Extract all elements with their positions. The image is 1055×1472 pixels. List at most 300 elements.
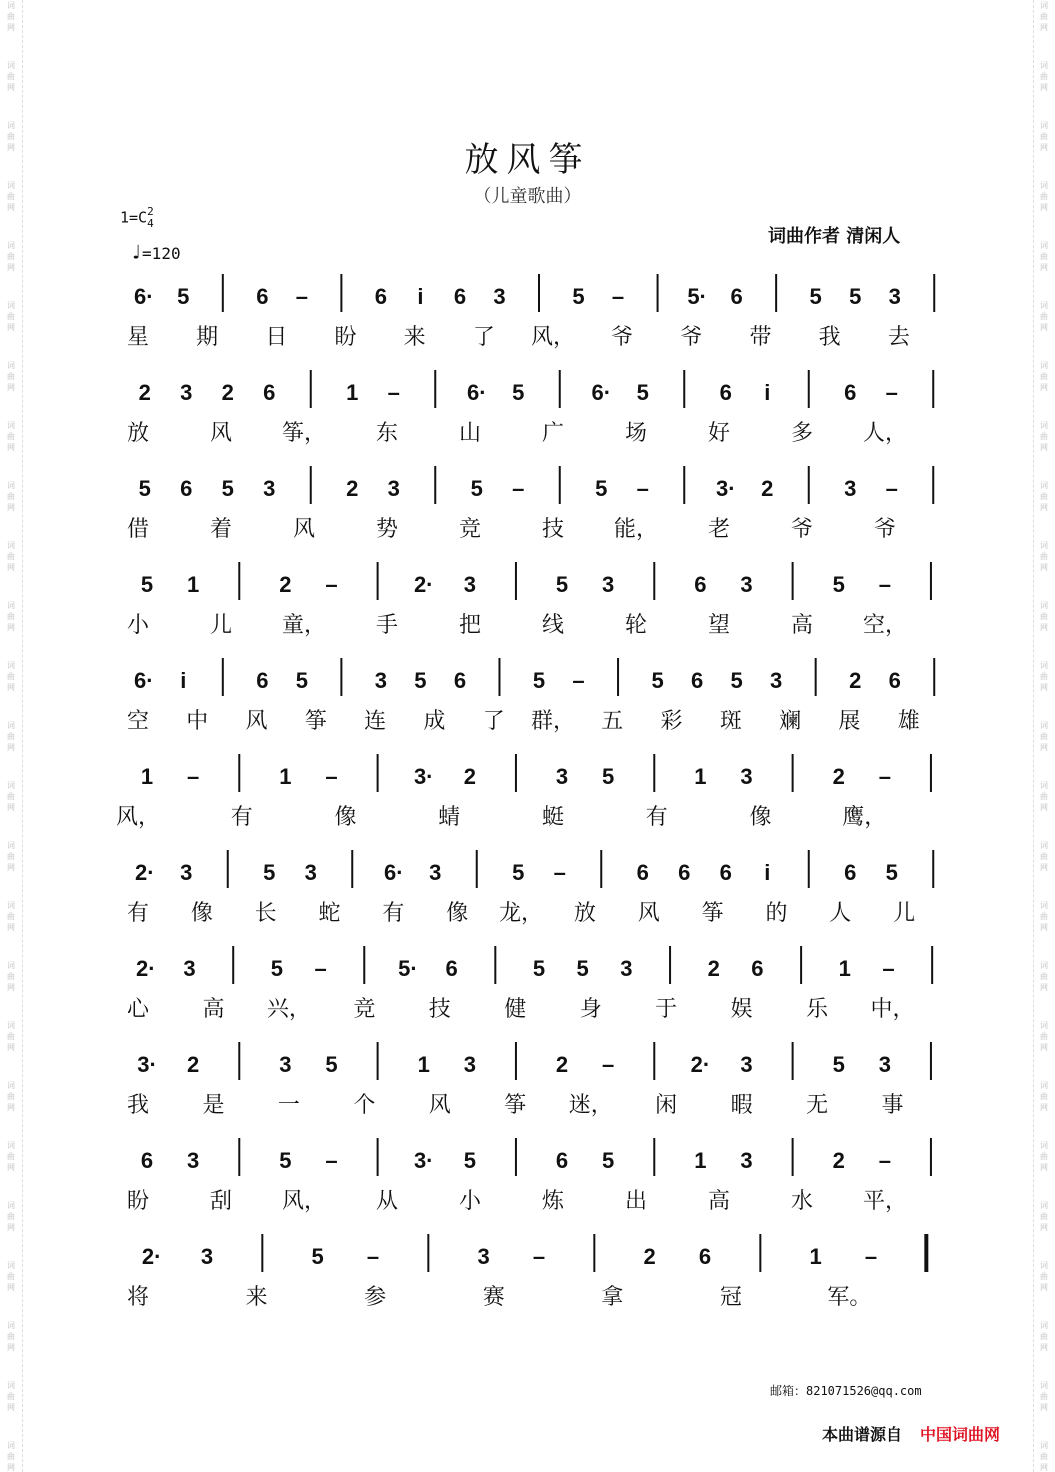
note: 5 bbox=[555, 572, 569, 597]
note: 3 bbox=[555, 764, 569, 789]
margin-line-right bbox=[1033, 0, 1034, 1472]
lyric-char: 人 bbox=[829, 901, 852, 926]
lyrics-row bbox=[120, 896, 960, 926]
note: 2 bbox=[643, 1244, 656, 1269]
note: 3 bbox=[602, 572, 615, 597]
lyric-char: 筝， bbox=[281, 421, 327, 446]
lyric-char: 期 bbox=[196, 325, 219, 350]
lyric-char: 把 bbox=[458, 613, 482, 638]
note: 5 bbox=[140, 572, 154, 597]
note: 3 bbox=[374, 668, 388, 693]
lyric-char: 风 bbox=[428, 1093, 451, 1118]
note: 3 bbox=[740, 1148, 753, 1173]
note: 5 bbox=[263, 860, 276, 885]
lyric-char: 技 bbox=[541, 517, 565, 542]
lyric-char: 龙， bbox=[499, 901, 544, 926]
note: 5 bbox=[295, 668, 308, 693]
quarter-note-icon: ♩ bbox=[130, 240, 143, 264]
lyric-char: 着 bbox=[209, 517, 233, 542]
note: 6· bbox=[466, 380, 487, 405]
watermark-text: 词 曲 网 bbox=[7, 361, 15, 392]
note: 2· bbox=[690, 1052, 711, 1077]
note: 6 bbox=[844, 860, 857, 885]
watermark-text: 词 曲 网 bbox=[7, 1141, 15, 1172]
lyric-char: 盼 bbox=[334, 325, 357, 350]
lyric-char: 放 bbox=[126, 421, 150, 446]
lyric-char: 有 bbox=[382, 901, 405, 926]
watermark-text: 词 曲 网 bbox=[7, 1021, 15, 1052]
note: 5 bbox=[595, 476, 608, 501]
note: 3 bbox=[620, 956, 633, 981]
lyric-char: 爷 bbox=[873, 517, 897, 542]
notation-row bbox=[120, 750, 950, 794]
watermark-text: 词 曲 网 bbox=[1040, 1261, 1048, 1292]
note: 3 bbox=[200, 1244, 214, 1269]
watermark-text: 词 曲 网 bbox=[7, 481, 15, 512]
lyric-char: 望 bbox=[707, 613, 731, 638]
note: 5 bbox=[512, 380, 525, 405]
note: 5 bbox=[463, 1148, 476, 1173]
note: – bbox=[636, 476, 649, 501]
lyric-char: 拿 bbox=[601, 1285, 624, 1310]
watermark-text: 词 曲 网 bbox=[1040, 301, 1048, 332]
score-line bbox=[120, 558, 960, 648]
score-line bbox=[120, 1230, 960, 1320]
lyric-char: 风， bbox=[115, 805, 161, 830]
lyric-char: 高 bbox=[202, 997, 225, 1022]
note: 5 bbox=[279, 1148, 292, 1173]
note: 3 bbox=[429, 860, 442, 885]
lyric-char: 将 bbox=[126, 1285, 150, 1310]
lyric-char: 高 bbox=[707, 1189, 731, 1214]
watermark-text: 词 曲 网 bbox=[7, 1261, 15, 1292]
lyric-char: 空， bbox=[862, 613, 908, 638]
lyrics-row bbox=[120, 1280, 960, 1310]
note: 2 bbox=[832, 764, 845, 789]
note: 3· bbox=[413, 764, 434, 789]
note: 6 bbox=[751, 956, 764, 981]
note: 5· bbox=[398, 956, 418, 981]
lyric-char: 五 bbox=[601, 709, 624, 734]
lyric-char: 童， bbox=[281, 613, 327, 638]
note: – bbox=[325, 764, 338, 789]
lyric-char: 蜻 bbox=[438, 805, 461, 830]
note: – bbox=[553, 860, 566, 885]
note: 6 bbox=[636, 860, 649, 885]
lyrics-row bbox=[120, 512, 960, 542]
margin-line-left bbox=[22, 0, 23, 1472]
note: 3 bbox=[493, 284, 506, 309]
lyric-char: 斓 bbox=[779, 709, 802, 734]
note: 2 bbox=[138, 380, 151, 405]
lyric-char: 小 bbox=[458, 1189, 482, 1214]
note: 2 bbox=[832, 1148, 845, 1173]
lyric-char: 彩 bbox=[660, 709, 683, 734]
lyric-char: 好 bbox=[707, 421, 731, 446]
watermark-text: 词 曲 网 bbox=[7, 901, 15, 932]
note: 3 bbox=[740, 764, 753, 789]
lyric-char: 平， bbox=[862, 1189, 908, 1214]
notation-row bbox=[120, 654, 950, 698]
note: 3 bbox=[387, 476, 400, 501]
note: 2 bbox=[221, 380, 234, 405]
lyric-char: 空 bbox=[126, 709, 150, 734]
note: 6 bbox=[180, 476, 193, 501]
lyric-char: 蜓 bbox=[541, 805, 565, 830]
watermark-text: 词 曲 网 bbox=[7, 421, 15, 452]
note: 2 bbox=[187, 1052, 200, 1077]
note: 2· bbox=[141, 1244, 162, 1269]
lyric-char: 群， bbox=[530, 709, 576, 734]
note: 3· bbox=[413, 1148, 434, 1173]
note: 6 bbox=[719, 380, 732, 405]
lyric-char: 像 bbox=[446, 901, 469, 926]
note: 5 bbox=[602, 1148, 615, 1173]
notation-row bbox=[120, 462, 950, 506]
note: 3 bbox=[888, 284, 901, 309]
lyric-char: 多 bbox=[790, 421, 814, 446]
lyric-char: 竞 bbox=[458, 517, 482, 542]
score-line bbox=[120, 462, 960, 552]
lyric-char: 筝 bbox=[504, 1093, 527, 1118]
lyric-char: 水 bbox=[790, 1189, 814, 1214]
lyric-char: 放 bbox=[573, 901, 596, 926]
note: 6 bbox=[263, 380, 276, 405]
lyric-char: 出 bbox=[624, 1189, 648, 1214]
lyric-char: 来 bbox=[403, 325, 426, 350]
note: 3 bbox=[463, 1052, 476, 1077]
note: 2 bbox=[761, 476, 774, 501]
lyric-char: 爷 bbox=[680, 325, 703, 350]
note: 3 bbox=[477, 1244, 490, 1269]
lyric-char: 轮 bbox=[624, 613, 648, 638]
watermark-text: 词 曲 网 bbox=[1040, 1021, 1048, 1052]
tempo-marking bbox=[130, 240, 181, 264]
lyric-char: 东 bbox=[375, 421, 399, 446]
lyric-char: 事 bbox=[881, 1093, 904, 1118]
lyric-char: 借 bbox=[126, 517, 150, 542]
lyric-char: 风 bbox=[292, 517, 316, 542]
note: 5 bbox=[532, 956, 546, 981]
note: 3 bbox=[878, 1052, 891, 1077]
watermark-text: 词 曲 网 bbox=[1040, 781, 1048, 812]
lyric-char: 技 bbox=[428, 997, 451, 1022]
lyric-char: 暇 bbox=[730, 1093, 753, 1118]
watermark-text: 词 曲 网 bbox=[1040, 721, 1048, 752]
lyric-char: 中， bbox=[870, 997, 915, 1022]
note: 1 bbox=[694, 1148, 707, 1173]
notation-row bbox=[120, 846, 950, 890]
lyric-char: 连 bbox=[364, 709, 387, 734]
watermark-text: 词 曲 网 bbox=[7, 541, 15, 572]
lyric-char: 竞 bbox=[353, 997, 376, 1022]
lyric-char: 有 bbox=[126, 901, 150, 926]
lyric-char: 鹰， bbox=[842, 805, 887, 830]
note: 2 bbox=[707, 956, 720, 981]
lyric-char: 能， bbox=[613, 517, 659, 542]
watermark-text: 词 曲 网 bbox=[1040, 1141, 1048, 1172]
watermark-text: 词 曲 网 bbox=[1040, 481, 1048, 512]
notation-row bbox=[120, 1230, 950, 1274]
notation-row bbox=[120, 1038, 950, 1082]
lyric-char: 中 bbox=[186, 709, 209, 734]
lyric-char: 手 bbox=[375, 613, 399, 638]
note: 6 bbox=[888, 668, 901, 693]
lyric-char: 我 bbox=[818, 325, 841, 350]
lyric-char: 盼 bbox=[126, 1189, 150, 1214]
lyric-char: 长 bbox=[254, 901, 277, 926]
note: 2 bbox=[346, 476, 359, 501]
watermark-text: 词 曲 网 bbox=[7, 181, 15, 212]
lyric-char: 的 bbox=[765, 901, 788, 926]
key-text: 1=C bbox=[120, 208, 148, 227]
lyric-char: 成 bbox=[423, 709, 446, 734]
lyric-char: 高 bbox=[790, 613, 814, 638]
note: 6 bbox=[140, 1148, 154, 1173]
note: 3 bbox=[463, 572, 476, 597]
lyric-char: 无 bbox=[806, 1093, 829, 1118]
notation-row bbox=[120, 1134, 950, 1178]
lyric-char: 像 bbox=[334, 805, 357, 830]
score-line bbox=[120, 654, 960, 744]
note: – bbox=[314, 956, 327, 981]
watermark-text: 词 曲 网 bbox=[1040, 1081, 1048, 1112]
note: 2· bbox=[413, 572, 434, 597]
lyric-char: 冠 bbox=[719, 1285, 742, 1310]
note: – bbox=[512, 476, 525, 501]
lyric-char: 了 bbox=[472, 325, 495, 350]
note: 3 bbox=[180, 380, 193, 405]
note: 2 bbox=[555, 1052, 569, 1077]
lyric-char: 斑 bbox=[719, 709, 742, 734]
note: – bbox=[885, 476, 898, 501]
song-subtitle: （儿童歌曲） bbox=[473, 186, 582, 207]
note: i bbox=[764, 860, 771, 885]
note: 3· bbox=[715, 476, 736, 501]
note: 2· bbox=[134, 860, 155, 885]
note: 3 bbox=[279, 1052, 292, 1077]
lyric-char: 炼 bbox=[541, 1189, 565, 1214]
watermark-text: 词 曲 网 bbox=[1040, 601, 1048, 632]
note: 5 bbox=[602, 764, 615, 789]
watermark-text: 词 曲 网 bbox=[1040, 901, 1048, 932]
tempo-value: =120 bbox=[142, 244, 181, 263]
note: – bbox=[611, 284, 625, 309]
lyric-char: 去 bbox=[887, 325, 910, 350]
watermark-text: 词 曲 网 bbox=[7, 1321, 15, 1352]
lyric-char: 参 bbox=[364, 1285, 387, 1310]
lyric-char: 蛇 bbox=[318, 901, 341, 926]
note: 5 bbox=[325, 1052, 338, 1077]
watermark-text: 词 曲 网 bbox=[1040, 1381, 1048, 1412]
key-signature bbox=[120, 206, 154, 230]
note: – bbox=[187, 764, 200, 789]
lyric-char: 刮 bbox=[209, 1189, 233, 1214]
song-title: 放风筝 bbox=[464, 140, 591, 180]
lyric-char: 老 bbox=[707, 517, 731, 542]
lyric-char: 赛 bbox=[482, 1285, 505, 1310]
watermark-text: 词 曲 网 bbox=[1040, 121, 1048, 152]
note: 1 bbox=[809, 1244, 822, 1269]
lyric-char: 心 bbox=[126, 997, 150, 1022]
lyric-char: 广 bbox=[541, 421, 565, 446]
score-line bbox=[120, 1134, 960, 1224]
note: 6 bbox=[844, 380, 857, 405]
score-line bbox=[120, 942, 960, 1032]
watermark-text: 词 曲 网 bbox=[7, 721, 15, 752]
score-line bbox=[120, 1038, 960, 1128]
note: – bbox=[878, 1148, 891, 1173]
watermark-text: 词 曲 网 bbox=[7, 61, 15, 92]
time-signature bbox=[147, 206, 154, 230]
lyric-char: 爷 bbox=[790, 517, 814, 542]
lyric-char: 来 bbox=[245, 1285, 268, 1310]
note: 3 bbox=[187, 1148, 200, 1173]
time-den: 4 bbox=[147, 217, 154, 230]
note: 1 bbox=[346, 380, 359, 405]
lyrics-row bbox=[120, 1088, 960, 1118]
watermark-text: 词 曲 网 bbox=[1040, 1321, 1048, 1352]
note: 6 bbox=[453, 284, 467, 309]
note: 6 bbox=[719, 860, 732, 885]
watermark-text: 词 曲 网 bbox=[1040, 61, 1048, 92]
watermark-text: 词 曲 网 bbox=[1040, 661, 1048, 692]
note: 5 bbox=[809, 284, 822, 309]
lyric-char: 从 bbox=[375, 1189, 399, 1214]
note: 3 bbox=[844, 476, 857, 501]
note: 6· bbox=[591, 380, 612, 405]
note: 6 bbox=[730, 284, 743, 309]
note: 6· bbox=[133, 284, 154, 309]
note: 3 bbox=[263, 476, 276, 501]
lyric-char: 儿 bbox=[893, 901, 916, 926]
watermark-text: 词 曲 网 bbox=[7, 301, 15, 332]
source-site: 中国词曲网 bbox=[920, 1425, 1001, 1444]
lyric-char: 展 bbox=[838, 709, 861, 734]
watermark-text: 词 曲 网 bbox=[7, 1381, 15, 1412]
lyric-char: 有 bbox=[230, 805, 253, 830]
note: 5 bbox=[730, 668, 743, 693]
lyric-char: 迷， bbox=[568, 1093, 613, 1118]
watermark-text: 词 曲 网 bbox=[1040, 541, 1048, 572]
note: 5 bbox=[636, 380, 649, 405]
watermark-text: 词 曲 网 bbox=[7, 1201, 15, 1232]
watermark-strip-right bbox=[1033, 0, 1055, 1472]
lyric-char: 一 bbox=[277, 1093, 300, 1118]
lyrics-row bbox=[120, 704, 960, 734]
note: 2 bbox=[849, 668, 862, 693]
note: 1 bbox=[694, 764, 707, 789]
lyric-char: 于 bbox=[655, 997, 678, 1022]
score-line bbox=[120, 366, 960, 456]
lyric-char: 身 bbox=[579, 997, 602, 1022]
lyric-char: 像 bbox=[749, 805, 772, 830]
note: 1 bbox=[838, 956, 851, 981]
note: 1 bbox=[187, 572, 200, 597]
note: 5 bbox=[576, 956, 589, 981]
note: 5 bbox=[832, 572, 845, 597]
lyric-char: 兴， bbox=[266, 997, 311, 1022]
note: 5 bbox=[651, 668, 664, 693]
source-credit bbox=[822, 1422, 1000, 1445]
note: 2 bbox=[279, 572, 292, 597]
note: 5 bbox=[177, 284, 190, 309]
lyric-char: 风， bbox=[281, 1189, 327, 1214]
note: 6 bbox=[256, 284, 269, 309]
lyric-char: 星 bbox=[126, 325, 150, 350]
watermark-text: 词 曲 网 bbox=[1040, 961, 1048, 992]
watermark-text: 词 曲 网 bbox=[1040, 361, 1048, 392]
notation-row bbox=[120, 270, 950, 314]
note: – bbox=[295, 284, 308, 309]
lyric-char: 山 bbox=[458, 421, 482, 446]
watermark-text: 词 曲 网 bbox=[7, 1, 15, 32]
lyrics-row bbox=[120, 608, 960, 638]
notation-row bbox=[120, 366, 950, 410]
watermark-text: 词 曲 网 bbox=[7, 961, 15, 992]
note: i bbox=[180, 668, 187, 693]
note: 5 bbox=[832, 1052, 845, 1077]
lyric-char: 人， bbox=[862, 421, 908, 446]
note: – bbox=[572, 668, 585, 693]
note: 5 bbox=[138, 476, 151, 501]
watermark-text: 词 曲 网 bbox=[7, 1441, 15, 1472]
lyric-char: 带 bbox=[749, 325, 772, 350]
note: 3 bbox=[740, 1052, 753, 1077]
note: i bbox=[764, 380, 771, 405]
notation-row bbox=[120, 942, 950, 986]
time-num: 2 bbox=[147, 205, 154, 218]
note: – bbox=[532, 1244, 546, 1269]
lyrics-row bbox=[120, 1184, 960, 1214]
note: 5 bbox=[311, 1244, 324, 1269]
note: 6 bbox=[453, 668, 467, 693]
lyric-char: 闲 bbox=[655, 1093, 678, 1118]
watermark-text: 词 曲 网 bbox=[7, 601, 15, 632]
composer-credit: 词曲作者 清闲人 bbox=[768, 226, 901, 247]
lyric-char: 我 bbox=[126, 1093, 150, 1118]
lyric-char: 风 bbox=[637, 901, 660, 926]
watermark-text: 词 曲 网 bbox=[1040, 841, 1048, 872]
note: 6 bbox=[694, 572, 707, 597]
note: 3 bbox=[740, 572, 753, 597]
note: 3 bbox=[183, 956, 196, 981]
lyric-char: 风 bbox=[209, 421, 233, 446]
note: 1 bbox=[417, 1052, 430, 1077]
lyric-char: 小 bbox=[126, 613, 150, 638]
score-line bbox=[115, 750, 960, 840]
note: 3 bbox=[304, 860, 317, 885]
lyrics-row bbox=[120, 416, 960, 446]
contact-email: 邮箱：821071526@qq.com bbox=[770, 1384, 922, 1398]
watermark-text: 词 曲 网 bbox=[7, 781, 15, 812]
lyric-char: 线 bbox=[541, 613, 565, 638]
note: – bbox=[602, 1052, 615, 1077]
watermark-text: 词 曲 网 bbox=[1040, 1, 1048, 32]
watermark-text: 词 曲 网 bbox=[7, 121, 15, 152]
watermark-text: 词 曲 网 bbox=[1040, 1441, 1048, 1472]
lyric-char: 雄 bbox=[897, 709, 920, 734]
note: 5 bbox=[414, 668, 427, 693]
lyric-char: 娱 bbox=[730, 997, 753, 1022]
lyric-char: 爷 bbox=[611, 325, 634, 350]
note: 6 bbox=[374, 284, 388, 309]
lyrics-row bbox=[120, 320, 960, 350]
lyric-char: 势 bbox=[375, 517, 399, 542]
lyric-char: 健 bbox=[504, 997, 527, 1022]
note: 2· bbox=[136, 956, 156, 981]
note: 5 bbox=[572, 284, 585, 309]
